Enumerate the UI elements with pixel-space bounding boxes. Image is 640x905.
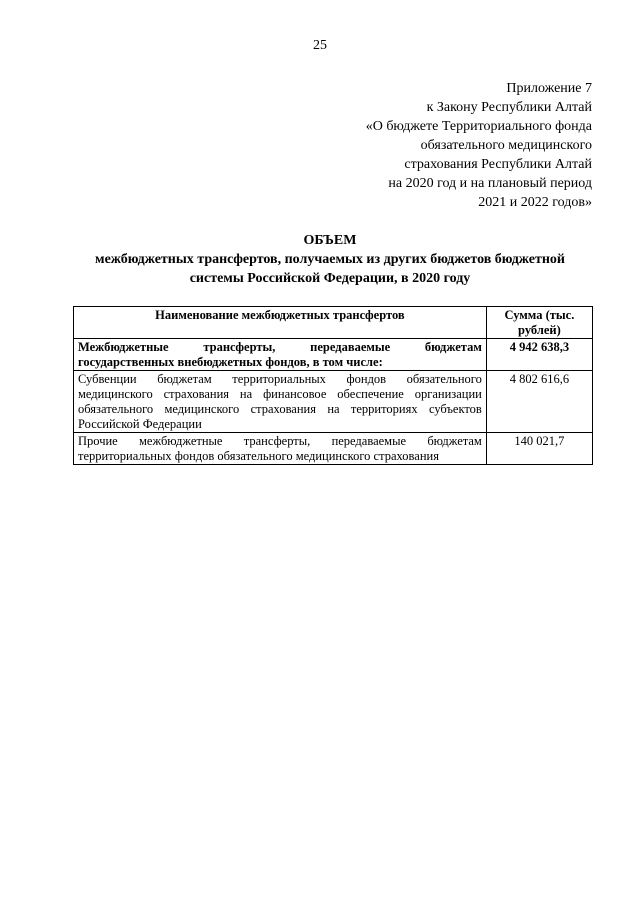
- table-row: [74, 339, 593, 371]
- title-heading: ОБЪЕМ: [303, 233, 357, 248]
- table-row: [74, 433, 593, 465]
- document-title: [60, 231, 600, 288]
- row-sum: 4 802 616,6: [486, 371, 592, 433]
- table-header-row: [74, 307, 593, 339]
- title-subtitle-line-2: системы Российской Федерации, в 2020 году: [189, 271, 471, 286]
- appendix-line: к Закону Республики Алтай: [426, 100, 592, 115]
- appendix-line: на 2020 год и на плановый период: [388, 176, 592, 191]
- appendix-line: «О бюджете Территориального фонда: [365, 119, 592, 134]
- row-name: Прочие межбюджетные трансферты, передаваемые бюджетам территориальных фондов обязательного медицинского страхования: [74, 433, 487, 465]
- header-sum: Сумма (тыс. рублей): [486, 307, 592, 339]
- appendix-line: Приложение 7: [506, 81, 592, 96]
- row-sum: 140 021,7: [486, 433, 592, 465]
- appendix-line: обязательного медицинского: [420, 138, 592, 153]
- appendix-block: [366, 79, 592, 212]
- row-name: Субвенции бюджетам территориальных фондов обязательного медицинского страхования на финансовое обеспечение организации обязательного медицинского страхования на территориях субъектов Российской Федерации: [74, 371, 487, 433]
- transfers-table: [73, 306, 593, 465]
- table-row: [74, 371, 593, 433]
- title-subtitle-line-1: межбюджетных трансфертов, получаемых из других бюджетов бюджетной: [95, 252, 565, 267]
- row-sum: 4 942 638,3: [486, 339, 592, 371]
- page-number: 25: [313, 38, 327, 53]
- header-name: Наименование межбюджетных трансфертов: [74, 307, 487, 339]
- appendix-line: страхования Республики Алтай: [404, 157, 592, 172]
- row-name: Межбюджетные трансферты, передаваемые бюджетам государственных внебюджетных фондов, в том числе:: [74, 339, 487, 371]
- appendix-line: 2021 и 2022 годов»: [478, 195, 592, 210]
